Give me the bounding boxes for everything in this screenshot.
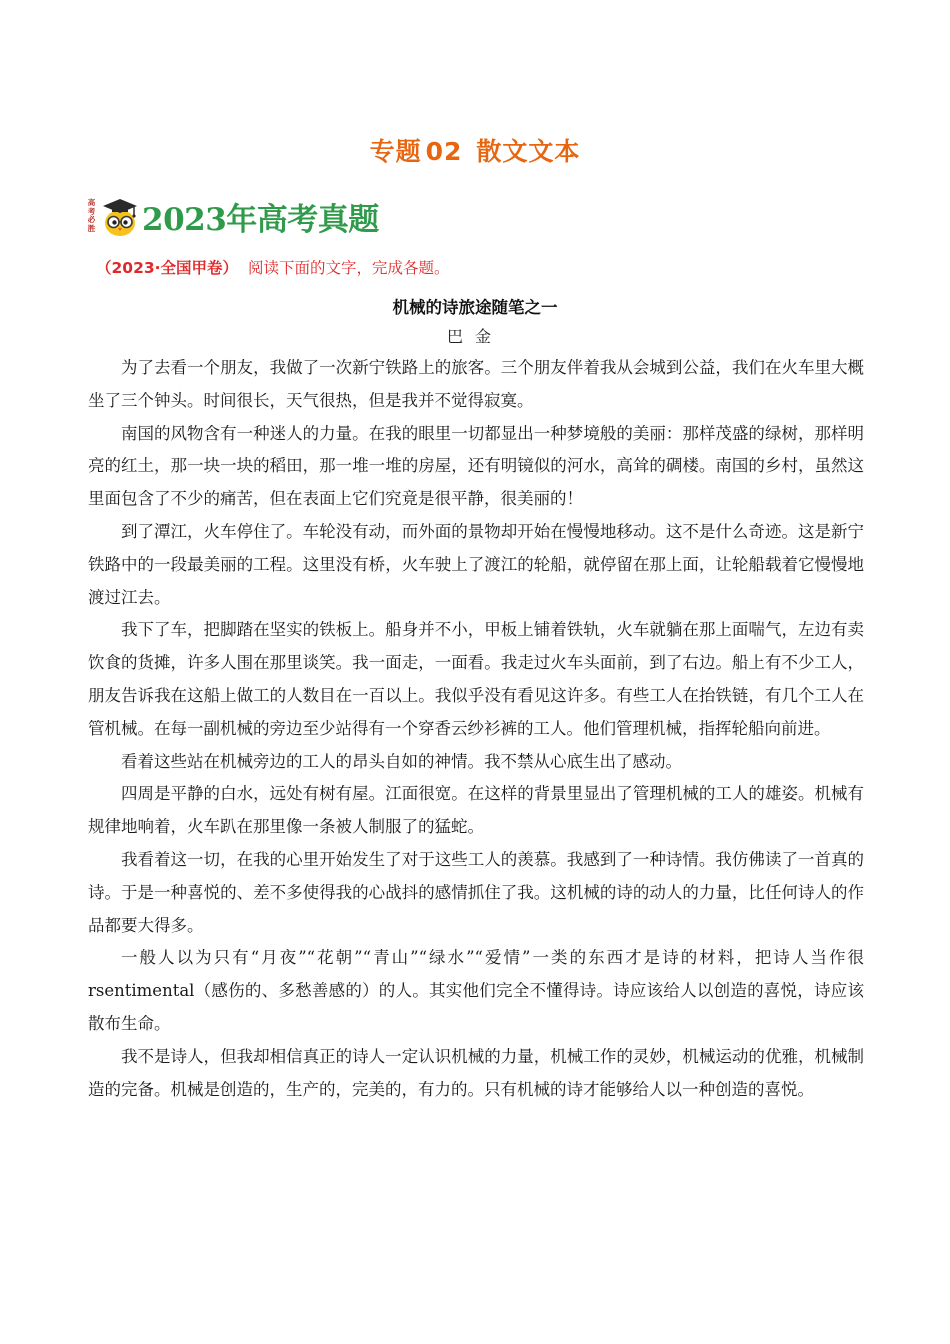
banner-vertical-label: 高考必胜 [87,198,96,233]
question-instruction: 阅读下面的文字，完成各题。 [248,259,450,277]
paragraph: 四周是平静的白水，远处有树有屋。江面很宽。在这样的背景里显出了管理机械的工人的雄姿。机械有规律地响着，火车趴在那里像一条被人制服了的猛蛇。 [88,784,864,837]
paragraph: 为了去看一个朋友，我做了一次新宁铁路上的旅客。三个朋友伴着我从会城到公益，我们在火车里大概坐了三个钟头。时间很长，天气很热，但是我并不觉得寂寞。 [88,358,864,410]
exam-source-tag: （2023·全国甲卷） [96,259,239,277]
section-banner [86,192,379,240]
owl-graduation-cap-icon [100,194,140,238]
paragraph: 到了潭江，火车停住了。车轮没有动，而外面的景物却开始在慢慢地移动。这不是什么奇迹。这是新宁铁路中的一段最美丽的工程。这里没有桥，火车驶上了渡江的轮船，就停留在那上面，让轮船载着它慢慢地渡过江去。 [88,521,864,607]
article-author: 巴金 [446,327,503,346]
banner-title: 2023年高考真题 [142,201,379,238]
paragraph: 我下了车，把脚踏在坚实的铁板上。船身并不小，甲板上铺着铁轨，火车就躺在那上面喘气，左边有卖饮食的货摊，许多人围在那里谈笑。我一面走，一面看。我走过火车头面前，到了右边。船上有不少工人，朋友告诉我在这船上做工的人数目在一百以上。我似乎没有看见这许多。有些工人在抬铁链，有几个工人在管机械。在每一副机械的旁边至少站得有一个穿香云纱衫裤的工人。他们管理机械，指挥轮船向前进。 [88,620,864,738]
paragraph: 南国的风物含有一种迷人的力量。在我的眼里一切都显出一种梦境般的美丽：那样茂盛的绿树，那样明亮的红土，那一块一块的稻田，那一堆一堆的房屋，还有明镜似的河水，高耸的碉楼。南国的乡村，虽然这里面包含了不少的痛苦，但在表面上它们究竟是很平静，很美丽的！ [88,423,864,509]
paragraph: 一般人以为只有“月夜”“花朝”“青山”“绿水”“爱情”一类的东西才是诗的材料，把诗人当作很rsentimental（感伤的、多愁善感的）的人。其实他们完全不懂得诗。诗应该给人以创造的喜悦，诗应该散布生命。 [88,948,864,1033]
paragraph: 我不是诗人，但我却相信真正的诗人一定认识机械的力量，机械工作的灵妙，机械运动的优雅，机械制造的完备。机械是创造的，生产的，完美的，有力的。只有机械的诗才能够给人以一种创造的喜悦。 [88,1046,864,1099]
title-prefix: 专题 [369,137,422,166]
paragraph: 看着这些站在机械旁边的工人的昂头自如的神情。我不禁从心底生出了感动。 [121,751,682,771]
question-source-line [96,256,450,278]
page-title [0,132,950,168]
article-title: 机械的诗旅途随笔之一 [392,298,558,317]
article-body [88,352,864,1106]
title-number: 02 [425,137,463,166]
paragraph: 我看着这一切，在我的心里开始发生了对于这些工人的羡慕。我感到了一种诗情。我仿佛读了一首真的诗。于是一种喜悦的、差不多使得我的心战抖的感情抓住了我。这机械的诗的动人的力量，比任何诗人的作品都要大得多。 [88,849,864,935]
title-suffix: 散文文本 [476,137,581,166]
